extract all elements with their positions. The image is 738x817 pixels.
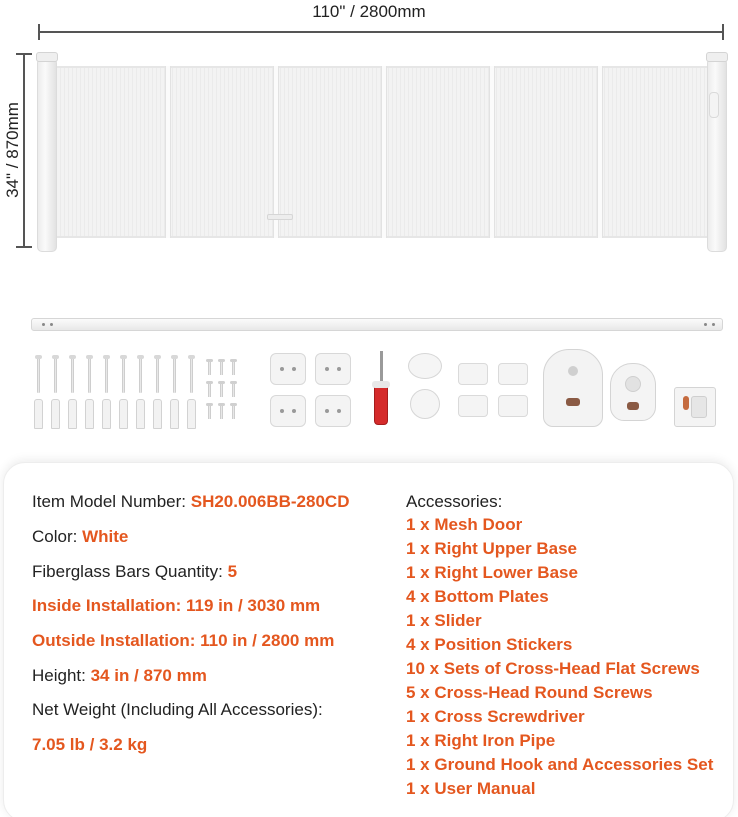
- wall-anchor: [170, 399, 179, 429]
- pipe-hole: [42, 323, 45, 326]
- accessory-item: 4 x Position Stickers: [406, 635, 573, 654]
- bottom-plate: [315, 353, 351, 385]
- wall-anchor: [85, 399, 94, 429]
- long-screw: [139, 357, 142, 393]
- base-hole: [568, 366, 578, 376]
- wall-anchor: [187, 399, 196, 429]
- color-label: Color:: [32, 527, 83, 546]
- short-screw: [208, 383, 211, 397]
- net-weight-value: 7.05 lb / 3.2 kg: [32, 735, 148, 754]
- slider-part: [408, 353, 442, 379]
- bottom-plate: [270, 395, 306, 427]
- short-screw: [220, 361, 223, 375]
- color-line: [32, 527, 128, 547]
- long-screw: [88, 357, 91, 393]
- base-button: [566, 398, 580, 406]
- height-dimension-label: 34" / 870mm: [3, 102, 22, 198]
- height-line: [32, 666, 207, 686]
- wall-anchor: [51, 399, 60, 429]
- accessory-item: 10 x Sets of Cross-Head Flat Screws: [406, 659, 700, 678]
- bottom-plate: [315, 395, 351, 427]
- long-screw: [71, 357, 74, 393]
- gate-fiberglass-bar: [165, 66, 171, 238]
- color-value: White: [82, 527, 129, 546]
- connector-block: [458, 395, 488, 417]
- outside-installation-value: 110 in / 2800 mm: [195, 631, 335, 650]
- accessory-item: 1 x Cross Screwdriver: [406, 707, 585, 726]
- wall-anchor: [153, 399, 162, 429]
- accessory-item: 1 x Right Iron Pipe: [406, 731, 556, 750]
- connector-block: [498, 363, 528, 385]
- accessory-item: 5 x Cross-Head Round Screws: [406, 683, 653, 702]
- accessories-title: Accessories:: [406, 492, 503, 511]
- wall-anchor: [68, 399, 77, 429]
- long-screw: [37, 357, 40, 393]
- net-weight-label: Net Weight (Including All Accessories):: [32, 700, 323, 719]
- inside-installation-label: Inside Installation:: [32, 596, 182, 615]
- gate-fiberglass-bar: [273, 66, 279, 238]
- gate-post-right: [707, 58, 727, 252]
- short-screw: [208, 361, 211, 375]
- long-screw: [54, 357, 57, 393]
- width-dimension-tick-right: [722, 24, 724, 40]
- bars-quantity-value: 5: [227, 562, 238, 581]
- gate-fiberglass-bar: [597, 66, 603, 238]
- model-number-label: Item Model Number:: [32, 492, 191, 511]
- accessory-item: 1 x Right Upper Base: [406, 539, 577, 558]
- pipe-hole: [712, 323, 715, 326]
- bars-quantity-label: Fiberglass Bars Quantity:: [32, 562, 228, 581]
- position-sticker: [410, 389, 440, 419]
- accessory-item: 1 x Right Lower Base: [406, 563, 578, 582]
- width-dimension-label: 110" / 2800mm: [312, 2, 426, 21]
- wall-anchor: [102, 399, 111, 429]
- long-screw: [156, 357, 159, 393]
- connector-block: [458, 363, 488, 385]
- base-button: [627, 402, 639, 410]
- bottom-plate: [270, 353, 306, 385]
- long-screw: [190, 357, 193, 393]
- long-screw: [122, 357, 125, 393]
- short-screw: [208, 405, 211, 419]
- inside-installation-value: 119 in / 3030 mm: [181, 596, 321, 615]
- height-label: Height:: [32, 666, 91, 685]
- accessory-item: 1 x Slider: [406, 611, 482, 630]
- gate-cap-left: [36, 52, 58, 62]
- gate-handle: [709, 92, 719, 118]
- safety-gate-image: [37, 52, 727, 254]
- model-number-value: SH20.006BB-280CD: [190, 492, 350, 511]
- short-screw: [220, 383, 223, 397]
- right-upper-base: [543, 349, 603, 427]
- width-dimension-tick-left: [38, 24, 40, 40]
- right-lower-base: [610, 363, 656, 421]
- accessory-item: 1 x User Manual: [406, 779, 536, 798]
- height-value: 34 in / 870 mm: [90, 666, 207, 685]
- screwdriver-ring: [372, 381, 390, 388]
- wall-anchor: [119, 399, 128, 429]
- outside-installation-line: [32, 631, 334, 651]
- long-screw: [105, 357, 108, 393]
- long-screw: [173, 357, 176, 393]
- gate-fiberglass-bar: [381, 66, 387, 238]
- height-dimension-tick-top: [16, 53, 32, 55]
- gate-floor-hook: [267, 214, 293, 220]
- connector-block: [498, 395, 528, 417]
- pipe-hole: [704, 323, 707, 326]
- accessory-item: 1 x Ground Hook and Accessories Set: [406, 755, 714, 774]
- width-dimension-line: [39, 31, 724, 33]
- short-screw: [220, 405, 223, 419]
- accessories-image: [0, 345, 738, 445]
- gate-post-left: [37, 58, 57, 252]
- hook-slot: [691, 396, 707, 418]
- height-dimension-line: [23, 54, 25, 248]
- outside-installation-label: Outside Installation:: [32, 631, 196, 650]
- hook-slot: [683, 396, 689, 410]
- accessory-item: 1 x Mesh Door: [406, 515, 523, 534]
- height-dimension-tick-bottom: [16, 246, 32, 248]
- wall-anchor: [34, 399, 43, 429]
- short-screw: [232, 383, 235, 397]
- pipe-hole: [50, 323, 53, 326]
- model-number-line: [32, 492, 349, 512]
- accessory-item: 4 x Bottom Plates: [406, 587, 549, 606]
- gate-fiberglass-bar: [489, 66, 495, 238]
- short-screw: [232, 361, 235, 375]
- ground-hook-part: [674, 387, 716, 427]
- inside-installation-line: [32, 596, 320, 616]
- screwdriver-shaft: [380, 351, 383, 383]
- bars-quantity-line: [32, 562, 237, 582]
- iron-pipe-image: [31, 318, 723, 331]
- base-hole: [625, 376, 641, 392]
- gate-cap-right: [706, 52, 728, 62]
- wall-anchor: [136, 399, 145, 429]
- short-screw: [232, 405, 235, 419]
